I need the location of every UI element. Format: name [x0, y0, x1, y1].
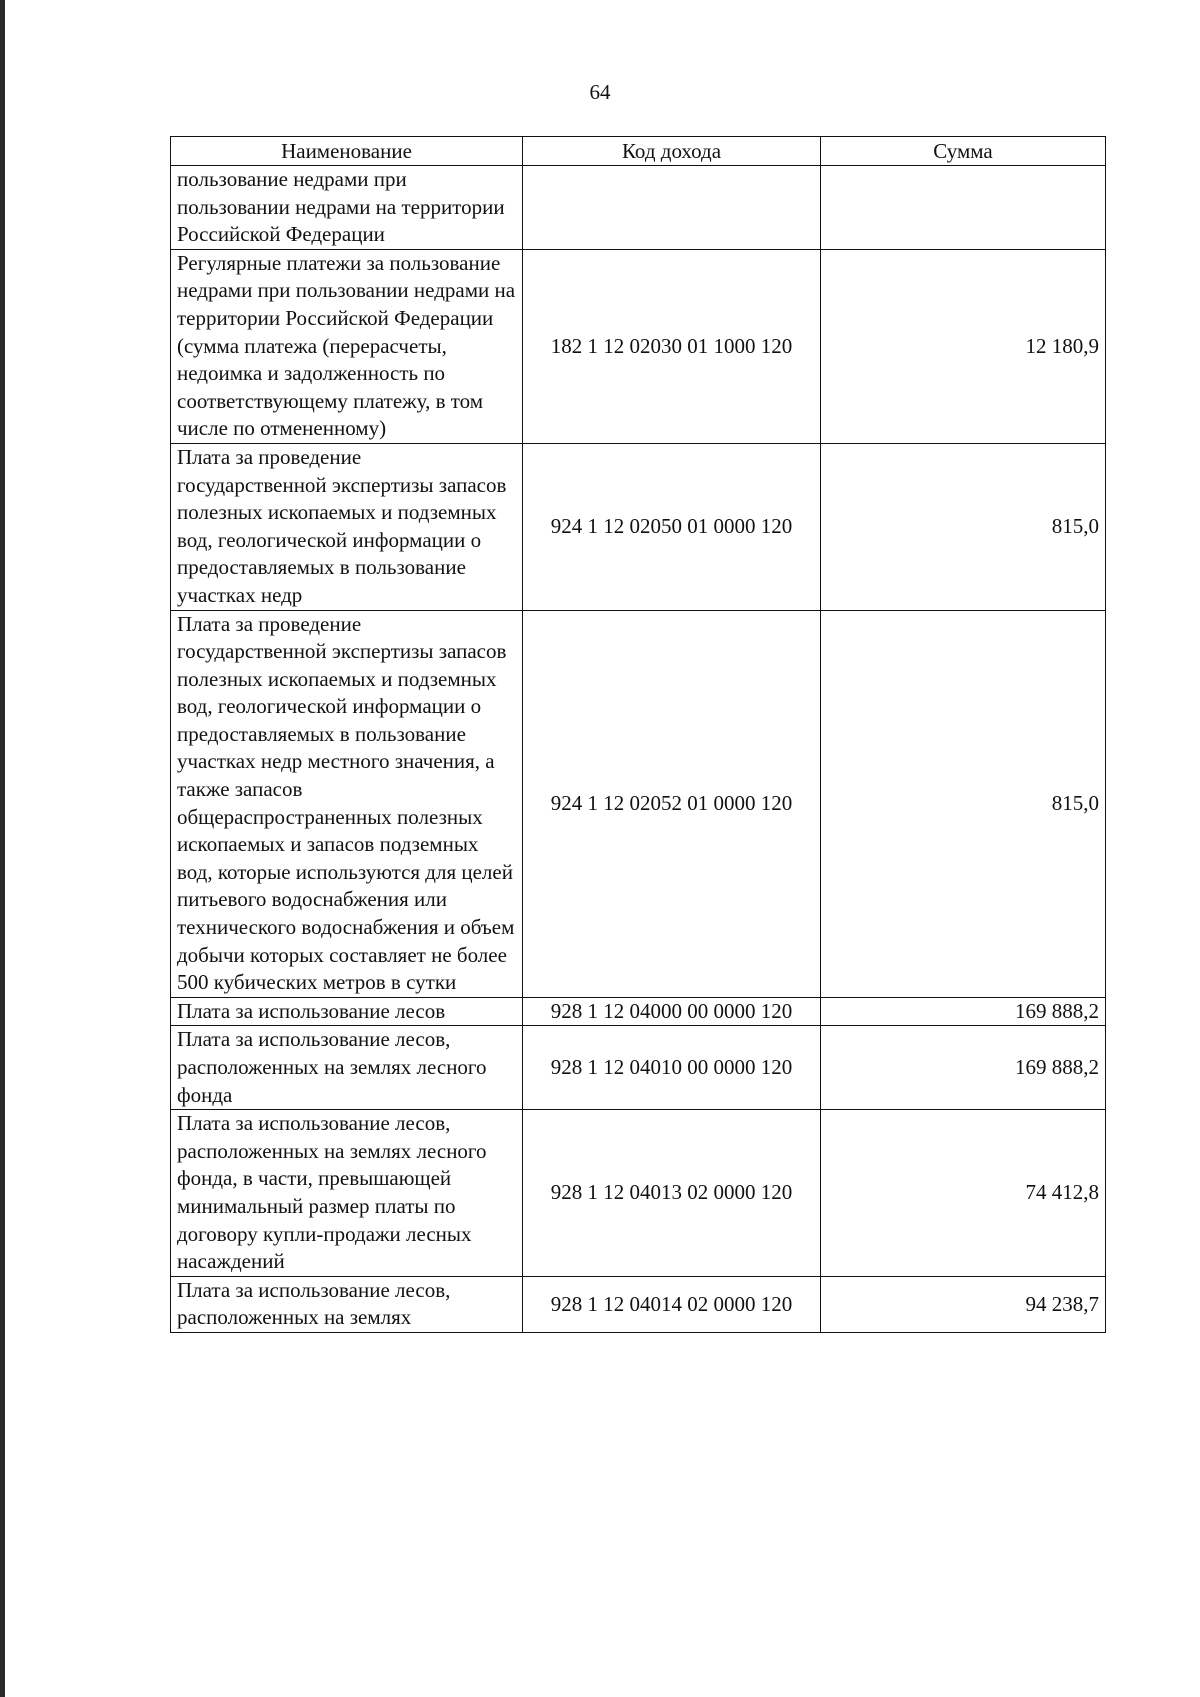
table-row [171, 166, 1106, 250]
row-code: 928 1 12 04013 02 0000 120 [523, 1110, 821, 1277]
table-row [171, 1026, 1106, 1110]
row-code: 928 1 12 04014 02 0000 120 [523, 1276, 821, 1332]
header-name: Наименование [171, 137, 523, 166]
table-row [171, 249, 1106, 443]
row-code: 928 1 12 04010 00 0000 120 [523, 1026, 821, 1110]
row-sum: 169 888,2 [821, 997, 1106, 1026]
table-row [171, 610, 1106, 997]
row-code: 924 1 12 02050 01 0000 120 [523, 443, 821, 610]
row-name: пользование недрами при пользовании недрами на территории Российской Федерации [171, 166, 523, 250]
row-name: Плата за использование лесов, расположенных на землях лесного фонда, в части, превышающей минимальный размер платы по договору купли-продажи лесных насаждений [171, 1110, 523, 1277]
row-name: Плата за использование лесов, расположенных на землях лесного фонда [171, 1026, 523, 1110]
row-code: 182 1 12 02030 01 1000 120 [523, 249, 821, 443]
row-code: 924 1 12 02052 01 0000 120 [523, 610, 821, 997]
table-row [171, 443, 1106, 610]
row-name: Плата за проведение государственной экспертизы запасов полезных ископаемых и подземных вод, геологической информации о предоставляемых в пользование участках недр [171, 443, 523, 610]
row-code [523, 166, 821, 250]
row-sum: 169 888,2 [821, 1026, 1106, 1110]
table-row [171, 1110, 1106, 1277]
row-name: Регулярные платежи за пользование недрами при пользовании недрами на территории Российской Федерации (сумма платежа (перерасчеты, недоимка и задолженность по соответствующему платежу, в том числе по отмененному) [171, 249, 523, 443]
table-header-row [171, 137, 1106, 166]
row-sum [821, 166, 1106, 250]
row-sum: 94 238,7 [821, 1276, 1106, 1332]
row-sum: 74 412,8 [821, 1110, 1106, 1277]
row-name: Плата за использование лесов, расположенных на землях [171, 1276, 523, 1332]
header-code: Код дохода [523, 137, 821, 166]
table-row [171, 997, 1106, 1026]
row-sum: 815,0 [821, 610, 1106, 997]
row-name: Плата за использование лесов [171, 997, 523, 1026]
income-table [170, 136, 1106, 1333]
row-sum: 12 180,9 [821, 249, 1106, 443]
row-name: Плата за проведение государственной экспертизы запасов полезных ископаемых и подземных вод, геологической информации о предоставляемых в пользование участках недр местного значения, а также запасов общераспространенных полезных ископаемых и запасов подземных вод, которые используются для целей питьевого водоснабжения или технического водоснабжения и объем добычи которых составляет не более 500 кубических метров в сутки [171, 610, 523, 997]
row-code: 928 1 12 04000 00 0000 120 [523, 997, 821, 1026]
scan-edge [0, 0, 5, 1697]
table-row [171, 1276, 1106, 1332]
row-sum: 815,0 [821, 443, 1106, 610]
header-sum: Сумма [821, 137, 1106, 166]
page-number: 64 [589, 80, 611, 104]
